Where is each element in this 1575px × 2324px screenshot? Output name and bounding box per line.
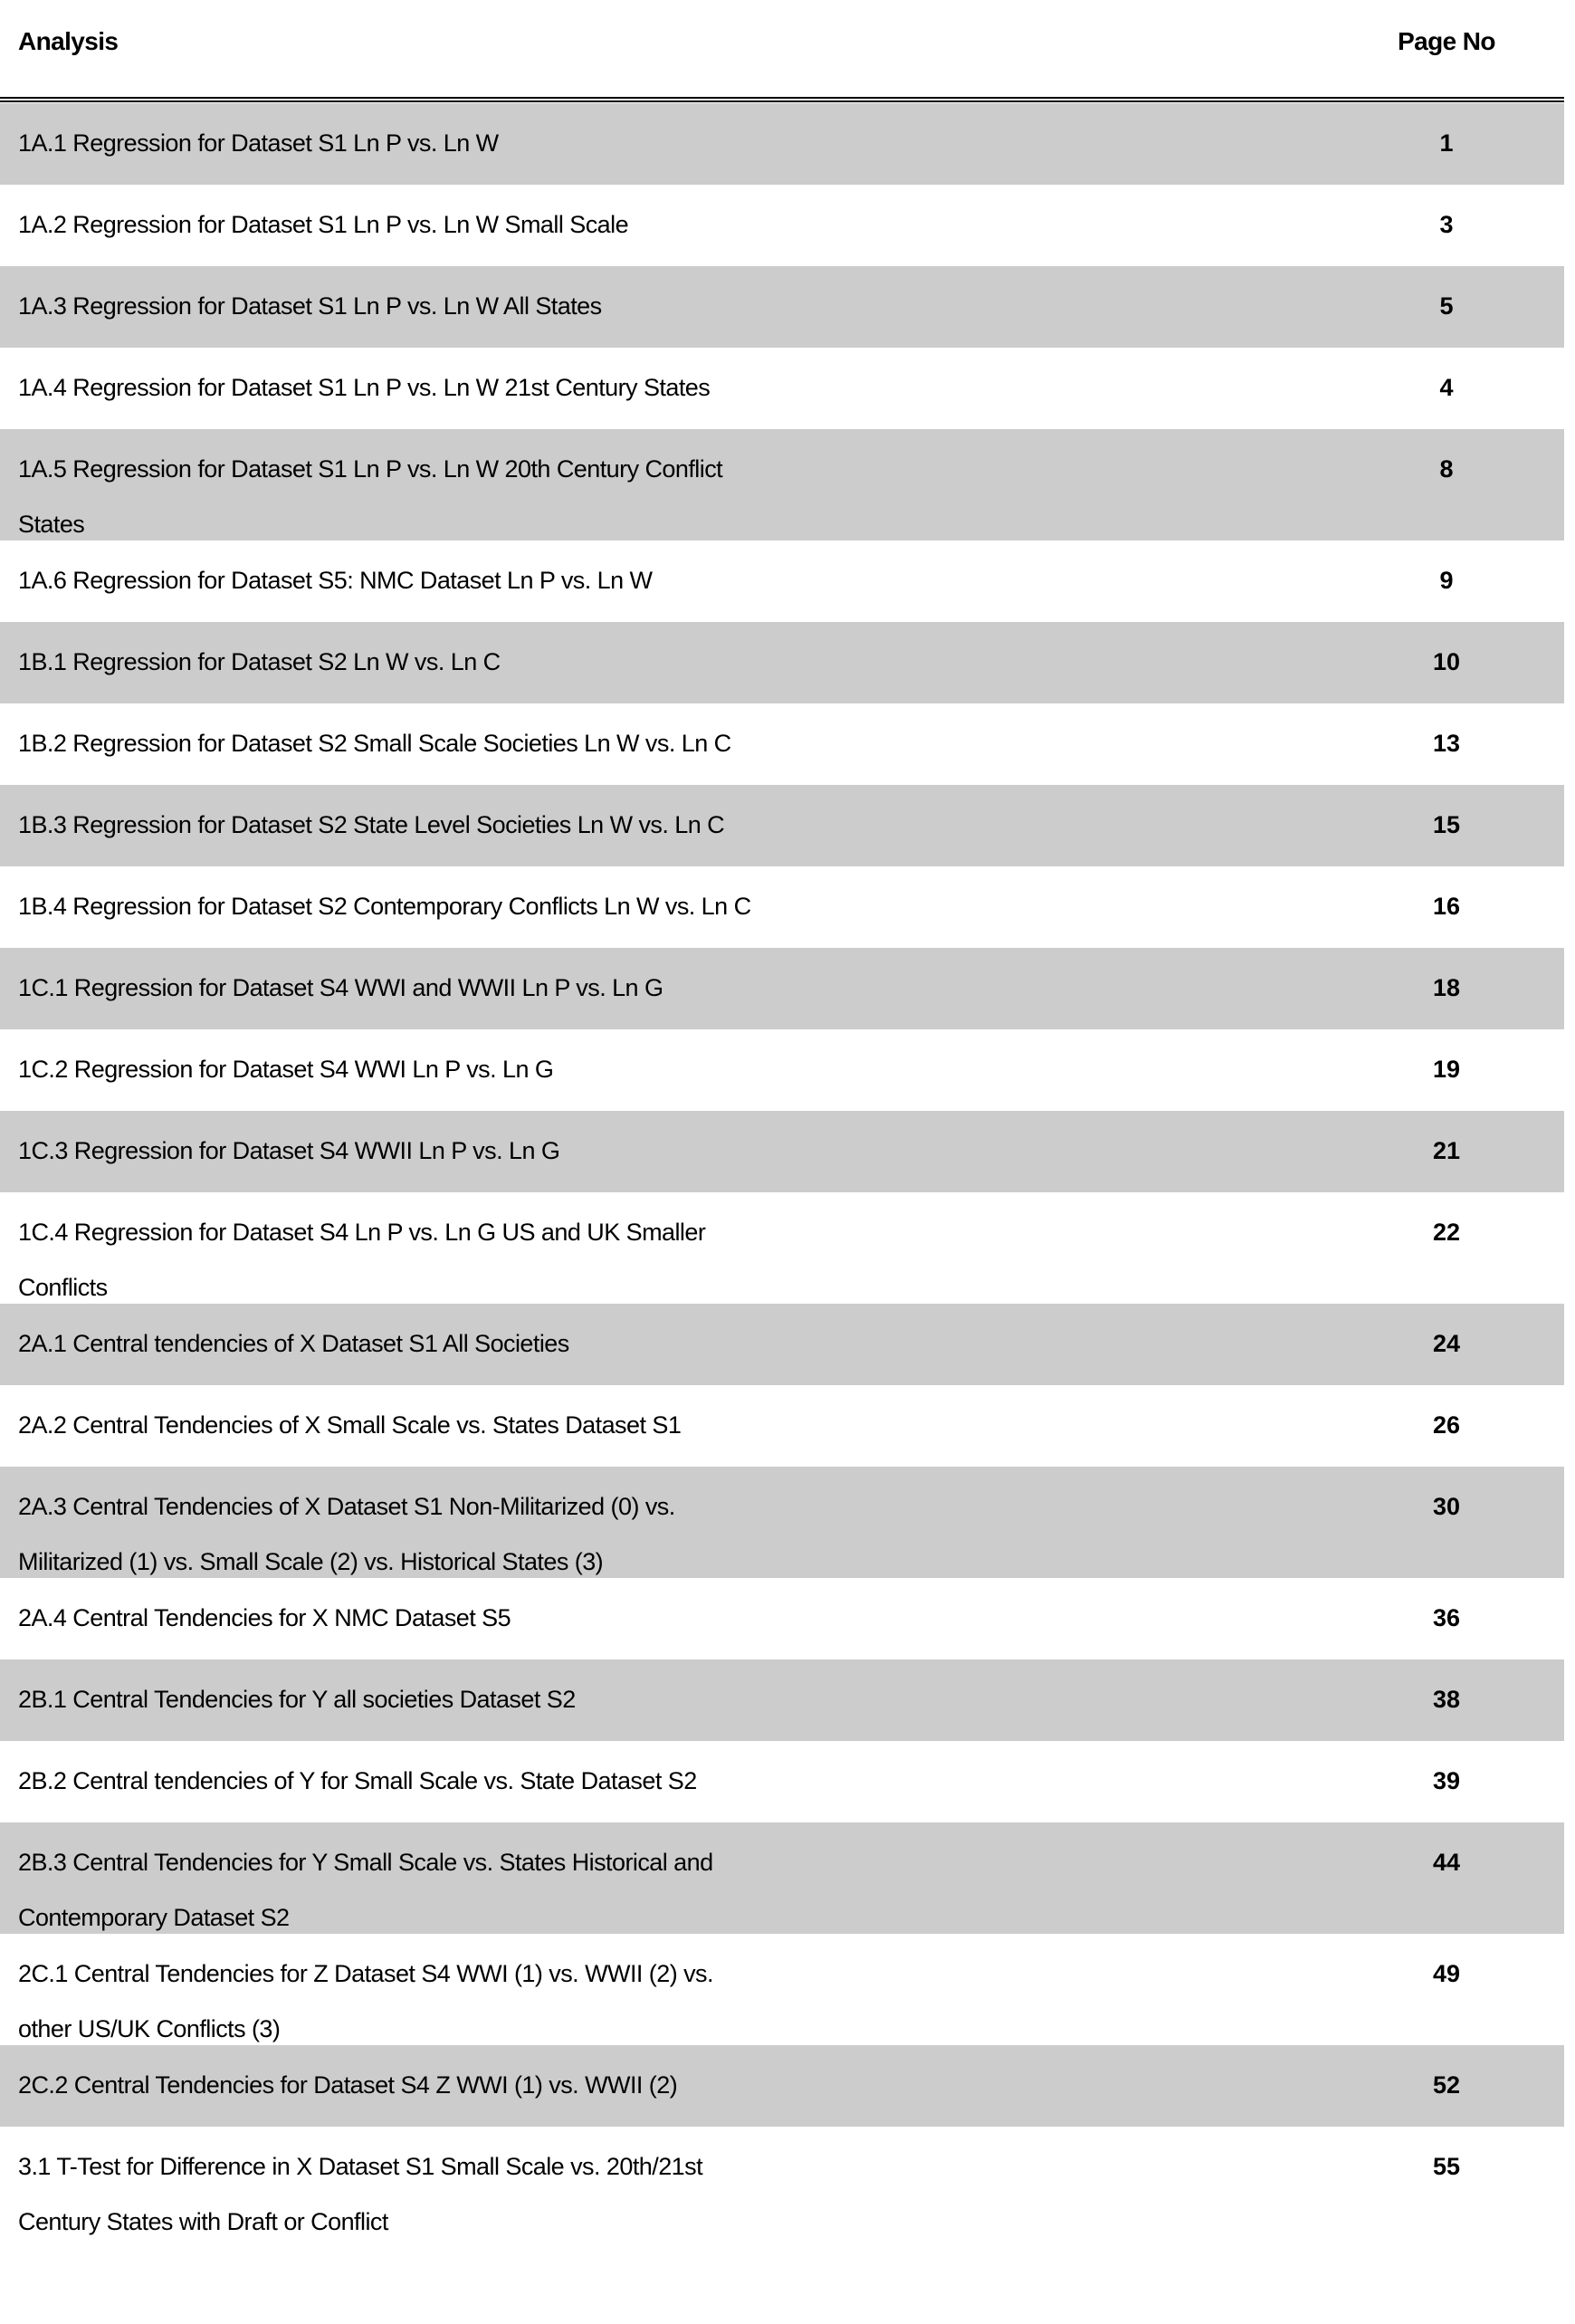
table-row — [0, 866, 1564, 948]
analysis-title — [18, 1042, 1412, 1097]
table-row — [0, 1578, 1564, 1659]
analysis-title — [18, 1946, 1412, 2057]
page-number: 38 — [1432, 1686, 1461, 1713]
analysis-title — [18, 1124, 1412, 1179]
analysis-title-line: 2B.3 Central Tendencies for Y Small Scale vs. States Historical and — [18, 1849, 713, 1876]
page-number: 39 — [1432, 1767, 1461, 1794]
analysis-title-line: 1A.1 Regression for Dataset S1 Ln P vs. Ln W — [18, 129, 499, 157]
page-number: 4 — [1439, 374, 1454, 401]
analysis-title — [18, 1479, 1412, 1590]
analysis-title-continuation: States — [18, 511, 85, 538]
table-row — [0, 703, 1564, 785]
page-number: 10 — [1432, 648, 1461, 675]
column-header-analysis: Analysis — [18, 27, 119, 55]
table-row — [0, 266, 1564, 348]
page-number: 15 — [1432, 811, 1461, 838]
table-row — [0, 1192, 1564, 1304]
table-body — [0, 103, 1564, 2238]
analysis-title — [18, 279, 1412, 334]
page-number: 30 — [1432, 1493, 1461, 1520]
page-number: 49 — [1432, 1960, 1461, 1987]
analysis-title — [18, 1591, 1412, 1646]
table-row — [0, 1304, 1564, 1385]
page-number: 21 — [1432, 1137, 1461, 1164]
table-row — [0, 1467, 1564, 1578]
page-number: 16 — [1432, 893, 1461, 920]
analysis-title — [18, 1205, 1412, 1315]
table-header — [0, 0, 1564, 97]
header-double-rule — [0, 97, 1564, 102]
analysis-title-line: 1C.4 Regression for Dataset S4 Ln P vs. Ln G US and UK Smaller — [18, 1219, 706, 1246]
analysis-title-continuation: Century States with Draft or Conflict — [18, 2208, 388, 2235]
page-number: 18 — [1432, 974, 1461, 1001]
analysis-title-line: 1A.2 Regression for Dataset S1 Ln P vs. Ln W Small Scale — [18, 211, 629, 238]
table-row — [0, 2045, 1564, 2127]
analysis-title-line: 1B.4 Regression for Dataset S2 Contemporary Conflicts Ln W vs. Ln C — [18, 893, 751, 920]
analysis-title-line: 1A.4 Regression for Dataset S1 Ln P vs. Ln W 21st Century States — [18, 374, 711, 401]
analysis-title-continuation: Militarized (1) vs. Small Scale (2) vs. Historical States (3) — [18, 1548, 604, 1575]
analysis-title-continuation: other US/UK Conflicts (3) — [18, 2015, 281, 2042]
analysis-title-line: 1C.3 Regression for Dataset S4 WWII Ln P vs. Ln G — [18, 1137, 560, 1164]
page-number: 44 — [1432, 1849, 1461, 1876]
page-number: 19 — [1432, 1056, 1461, 1083]
analysis-title — [18, 1672, 1412, 1727]
table-row — [0, 1822, 1564, 1934]
analysis-title-line: 2A.2 Central Tendencies of X Small Scale vs. States Dataset S1 — [18, 1411, 682, 1439]
table-row — [0, 1659, 1564, 1741]
page-number: 9 — [1439, 567, 1454, 594]
table-row — [0, 540, 1564, 622]
table-row — [0, 785, 1564, 866]
page-number: 52 — [1432, 2071, 1461, 2099]
analysis-title-line: 1A.5 Regression for Dataset S1 Ln P vs. Ln W 20th Century Conflict — [18, 455, 723, 483]
table-row — [0, 1934, 1564, 2045]
page-number: 5 — [1439, 292, 1454, 320]
analysis-title-line: 3.1 T-Test for Difference in X Dataset S1 Small Scale vs. 20th/21st — [18, 2153, 703, 2180]
table-row — [0, 2127, 1564, 2238]
analysis-title — [18, 2058, 1412, 2113]
page-number: 55 — [1432, 2153, 1461, 2180]
table-row — [0, 185, 1564, 266]
analysis-title-line: 2C.2 Central Tendencies for Dataset S4 Z WWI (1) vs. WWII (2) — [18, 2071, 678, 2099]
table-row — [0, 1385, 1564, 1467]
page-number: 8 — [1439, 455, 1454, 483]
analysis-title — [18, 1754, 1412, 1809]
page-number: 26 — [1432, 1411, 1461, 1439]
analysis-title-line: 1B.2 Regression for Dataset S2 Small Scale Societies Ln W vs. Ln C — [18, 730, 731, 757]
analysis-title-line: 1B.1 Regression for Dataset S2 Ln W vs. Ln C — [18, 648, 501, 675]
table-row — [0, 1111, 1564, 1192]
table-row — [0, 103, 1564, 185]
analysis-title — [18, 116, 1412, 171]
analysis-title — [18, 635, 1412, 690]
analysis-title-line: 1C.2 Regression for Dataset S4 WWI Ln P vs. Ln G — [18, 1056, 554, 1083]
analysis-title-continuation: Conflicts — [18, 1274, 108, 1301]
analysis-title-line: 1C.1 Regression for Dataset S4 WWI and WWII Ln P vs. Ln G — [18, 974, 663, 1001]
page-number: 36 — [1432, 1604, 1461, 1631]
analysis-title — [18, 553, 1412, 608]
analysis-title — [18, 1316, 1412, 1372]
analysis-title — [18, 197, 1412, 253]
analysis-title — [18, 360, 1412, 416]
analysis-title — [18, 716, 1412, 771]
page-number: 1 — [1439, 129, 1454, 157]
analysis-title-line: 1A.6 Regression for Dataset S5: NMC Dataset Ln P vs. Ln W — [18, 567, 653, 594]
column-header-page-no: Page No — [1398, 27, 1495, 55]
analysis-title — [18, 798, 1412, 853]
table-row — [0, 622, 1564, 703]
table-row — [0, 1741, 1564, 1822]
page-number: 3 — [1439, 211, 1454, 238]
table-row — [0, 348, 1564, 429]
table-row — [0, 1029, 1564, 1111]
analysis-title — [18, 879, 1412, 934]
table-row — [0, 948, 1564, 1029]
analysis-title-line: 2A.3 Central Tendencies of X Dataset S1 Non-Militarized (0) vs. — [18, 1493, 675, 1520]
analysis-title — [18, 961, 1412, 1016]
analysis-title-line: 2B.2 Central tendencies of Y for Small Scale vs. State Dataset S2 — [18, 1767, 697, 1794]
analysis-title-line: 2A.4 Central Tendencies for X NMC Dataset S5 — [18, 1604, 511, 1631]
page-number: 22 — [1432, 1219, 1461, 1246]
analysis-title — [18, 442, 1412, 552]
analysis-title-line: 1B.3 Regression for Dataset S2 State Level Societies Ln W vs. Ln C — [18, 811, 725, 838]
analysis-title — [18, 1835, 1412, 1946]
analysis-title-line: 1A.3 Regression for Dataset S1 Ln P vs. Ln W All States — [18, 292, 602, 320]
analysis-title — [18, 1398, 1412, 1453]
page-number: 13 — [1432, 730, 1461, 757]
page-number: 24 — [1432, 1330, 1461, 1357]
analysis-title-continuation: Contemporary Dataset S2 — [18, 1904, 290, 1931]
analysis-title-line: 2A.1 Central tendencies of X Dataset S1 All Societies — [18, 1330, 569, 1357]
analysis-title-line: 2C.1 Central Tendencies for Z Dataset S4 WWI (1) vs. WWII (2) vs. — [18, 1960, 713, 1987]
analysis-title — [18, 2139, 1412, 2250]
table-row — [0, 429, 1564, 540]
analysis-title-line: 2B.1 Central Tendencies for Y all societies Dataset S2 — [18, 1686, 576, 1713]
